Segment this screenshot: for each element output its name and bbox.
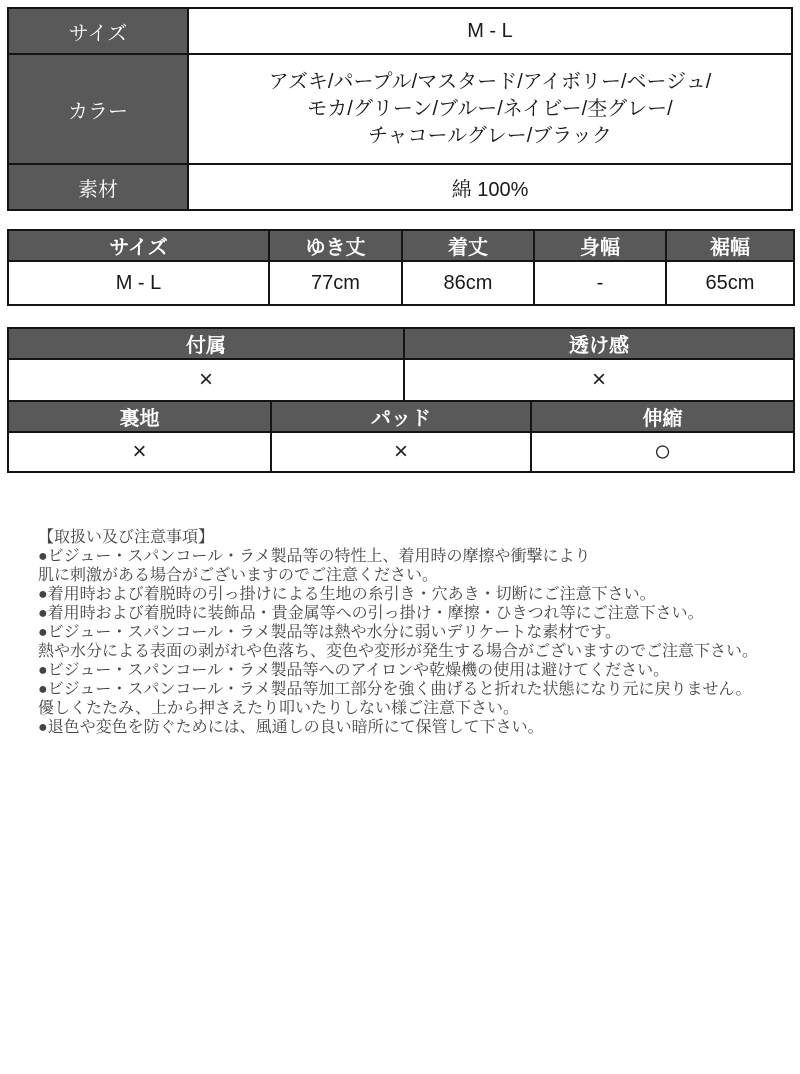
spec-material-label: 素材 xyxy=(8,164,188,210)
care-note-line: 優しくたたみ、上から押さえたり叩いたりしない様ご注意下さい。 xyxy=(38,700,519,717)
accessories-value: × xyxy=(8,359,404,401)
lining-value: × xyxy=(8,432,271,472)
color-list-line: チャコールグレー/ブラック xyxy=(368,124,612,147)
pad-col-header: パッド xyxy=(271,401,531,432)
size-table-header-row xyxy=(8,230,794,261)
color-list-line: アズキ/パープル/マスタード/アイボリー/ベージュ/ xyxy=(268,70,712,93)
body-width-col-header: 身幅 xyxy=(534,230,666,261)
sleeve-length-value: 77cm xyxy=(269,261,402,305)
body-length-col-header: 着丈 xyxy=(402,230,534,261)
care-note-line: 肌に刺激がある場合がございますのでご注意ください。 xyxy=(38,567,439,584)
care-notes-title: 【取扱い及び注意事項】 xyxy=(38,529,215,546)
feature-b-value-row xyxy=(8,432,794,472)
care-note-line: ●ビジュー・スパンコール・ラメ製品等加工部分を強く曲げると折れた状態になり元に戻りません。 xyxy=(38,681,752,698)
sheerness-col-header: 透け感 xyxy=(404,328,794,359)
care-note-line: ●着用時および着脱時に装飾品・貴金属等への引っ掛け・摩擦・ひきつれ等にご注意下さい。 xyxy=(38,605,704,622)
lining-col-header: 裏地 xyxy=(8,401,271,432)
body-length-value: 86cm xyxy=(402,261,534,305)
spec-row-material xyxy=(8,164,792,210)
size-col-header: サイズ xyxy=(8,230,269,261)
care-note-line: ●退色や変色を防ぐためには、風通しの良い暗所にて保管して下さい。 xyxy=(38,719,544,736)
spec-color-value xyxy=(188,54,792,164)
feature-table-accessories-sheerness xyxy=(7,327,795,402)
stretch-value: ○ xyxy=(531,432,794,472)
spec-material-value: 綿 100% xyxy=(188,164,792,210)
stretch-col-header: 伸縮 xyxy=(531,401,794,432)
care-notes-block xyxy=(38,528,798,737)
pad-value: × xyxy=(271,432,531,472)
product-spec-table xyxy=(7,7,793,211)
feature-b-header-row xyxy=(8,401,794,432)
feature-a-value-row xyxy=(8,359,794,401)
color-list-line: モカ/グリーン/ブルー/ネイビー/杢グレー/ xyxy=(307,97,673,120)
size-measurements-table xyxy=(7,229,795,306)
spec-color-label: カラー xyxy=(8,54,188,164)
sheerness-value: × xyxy=(404,359,794,401)
care-note-line: ●ビジュー・スパンコール・ラメ製品等の特性上、着用時の摩擦や衝撃により xyxy=(38,548,591,565)
care-note-line: ●ビジュー・スパンコール・ラメ製品等へのアイロンや乾燥機の使用は避けてください。 xyxy=(38,662,670,679)
size-value: M - L xyxy=(8,261,269,305)
spec-row-size xyxy=(8,8,792,54)
sleeve-length-col-header: ゆき丈 xyxy=(269,230,402,261)
spec-size-value: M - L xyxy=(188,8,792,54)
hem-width-col-header: 裾幅 xyxy=(666,230,794,261)
spec-size-label: サイズ xyxy=(8,8,188,54)
size-table-value-row xyxy=(8,261,794,305)
feature-a-header-row xyxy=(8,328,794,359)
spec-row-color xyxy=(8,54,792,164)
care-note-line: ●ビジュー・スパンコール・ラメ製品等は熱や水分に弱いデリケートな素材です。 xyxy=(38,624,621,641)
product-spec-page xyxy=(0,7,800,1074)
body-width-value: - xyxy=(534,261,666,305)
care-note-line: 熱や水分による表面の剥がれや色落ち、変色や変形が発生する場合がございますのでご注意下さい。 xyxy=(38,643,759,660)
accessories-col-header: 付属 xyxy=(8,328,404,359)
care-note-line: ●着用時および着脱時の引っ掛けによる生地の糸引き・穴あき・切断にご注意下さい。 xyxy=(38,586,656,603)
feature-table-lining-pad-stretch xyxy=(7,400,795,473)
hem-width-value: 65cm xyxy=(666,261,794,305)
